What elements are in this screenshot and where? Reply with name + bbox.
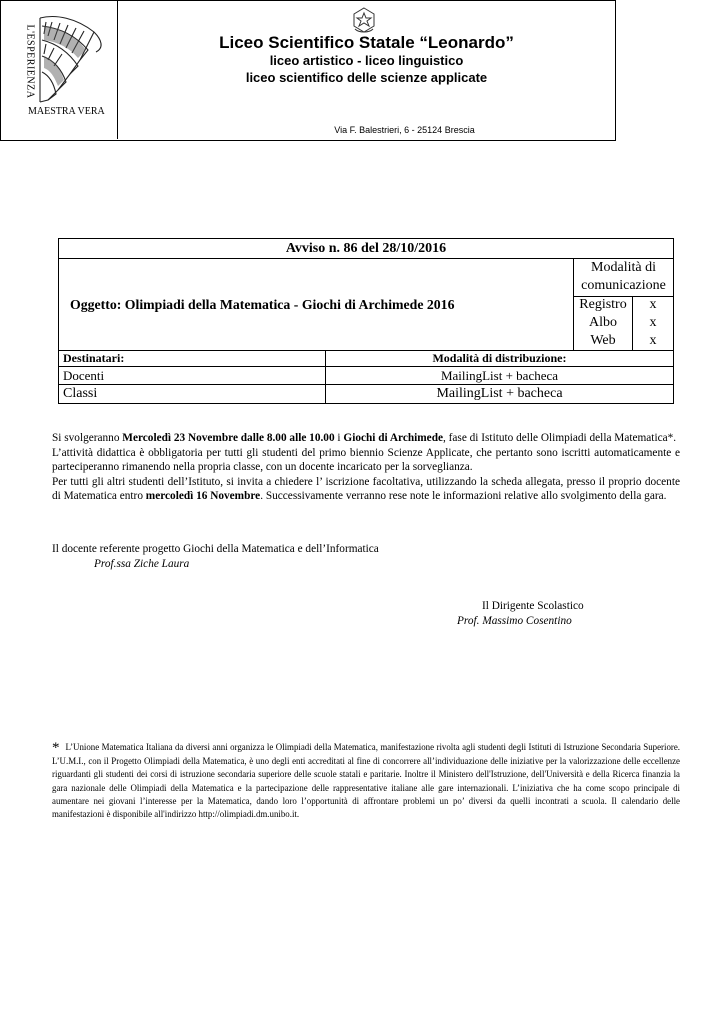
dirigente-name: Prof. Massimo Cosentino	[457, 614, 572, 627]
notice-table	[58, 238, 674, 404]
paragraph-1: Si svolgeranno Mercoledì 23 Novembre dalle 8.00 alle 10.00 i Giochi di Archimede, fase di Istituto delle Olimpiadi della Matematica*.	[52, 432, 677, 444]
letterhead	[0, 0, 616, 141]
channel-mark: x	[649, 333, 657, 348]
footnote-text: L’Unione Matematica Italiana da diversi anni organizza le Olimpiadi della Matematica, manifestazione rivolta agli studenti degli Istituti di Istruzione Secondaria Superiore. L’U.M.I., con il Progetto Olimpiadi della Matematica, è uno degli enti accreditati al fine di concorrere all’individuazione delle iniziative per la valorizzazione delle eccellenze riguardanti gli studenti dei corsi di istruzione secondaria superiore delle scuole statali e paritarie. Inoltre il Ministero dell'Istruzione, dell'Università e della Ricerca finanzia la gara nazionale delle Olimpiadi della Matematica e la partecipazione delle rappresentative italiane alle gare internazionali. L’iniziativa che ha come scopo principale di aumentare nei giovani l’interesse per la Matematica, dando loro l’opportunità di affrontare problemi un po’ diversi da quelli incontrati a scuola. Il calendario delle manifestazioni è disponibile all'indirizzo http://olimpiadi.dm.unibo.it.	[52, 742, 680, 820]
referente-text: Il docente referente progetto Giochi della Matematica e dell’Informatica	[52, 543, 379, 555]
footnote-marker: *	[52, 740, 60, 756]
channel-name: Web	[574, 332, 633, 350]
destinatario-cell: Classi	[59, 385, 326, 404]
table-row	[59, 385, 674, 404]
school-logo	[0, 0, 117, 139]
referente-block	[52, 542, 680, 571]
table-row	[59, 367, 674, 385]
notice-body	[52, 431, 680, 504]
signature-block	[457, 599, 584, 628]
referente-name: Prof.ssa Ziche Laura	[94, 557, 190, 570]
dirigente-title: Il Dirigente Scolastico	[482, 600, 584, 612]
school-address: Via F. Balestrieri, 6 - 25124 Brescia	[334, 125, 475, 135]
distribuzione-cell: MailingList + bacheca	[326, 367, 674, 385]
notice-subject: Oggetto: Olimpiadi della Matematica - Giochi di Archimede 2016	[70, 296, 455, 312]
notice-title: Avviso n. 86 del 28/10/2016	[59, 239, 674, 259]
destinatari-header: Destinatari:	[59, 351, 326, 367]
modalita-header: Modalità di comunicazione	[574, 259, 673, 296]
footnote	[52, 741, 680, 821]
distribuzione-header: Modalità di distribuzione:	[326, 351, 674, 367]
wing-icon	[36, 10, 108, 110]
logo-motto-bottom: MAESTRA VERA	[28, 106, 105, 117]
logo-motto-vertical: L'ESPERIENZA	[24, 24, 36, 99]
distribuzione-cell: MailingList + bacheca	[326, 385, 674, 404]
school-name: Liceo Scientifico Statale “Leonardo”	[219, 33, 514, 52]
school-subtitle-1: liceo artistico - liceo linguistico	[269, 53, 464, 68]
channel-mark: x	[649, 297, 657, 313]
channel-mark: x	[649, 315, 657, 330]
school-subtitle-2: liceo scientifico delle scienze applicate	[245, 70, 488, 85]
destinatario-cell: Docenti	[59, 367, 326, 385]
channel-name: Albo	[574, 314, 633, 332]
channel-name: Registro	[574, 296, 633, 314]
paragraph-2: L’attività didattica è obbligatoria per tutti gli studenti del primo biennio Scienze Applicate, che pertanto sono iscritti automaticamente e parteciperanno rimanendo nella propria classe, con un docente incaricato per la sorveglianza.	[52, 446, 680, 473]
paragraph-3: Per tutti gli altri studenti dell’Istituto, si invita a chiedere l’ iscrizione facoltativa, utilizzando la scheda allegata, presso il proprio docente di Matematica entro mercoledì 16 Novembre. Successivamente verranno rese note le informazioni relative allo svolgimento della gara.	[52, 475, 680, 502]
